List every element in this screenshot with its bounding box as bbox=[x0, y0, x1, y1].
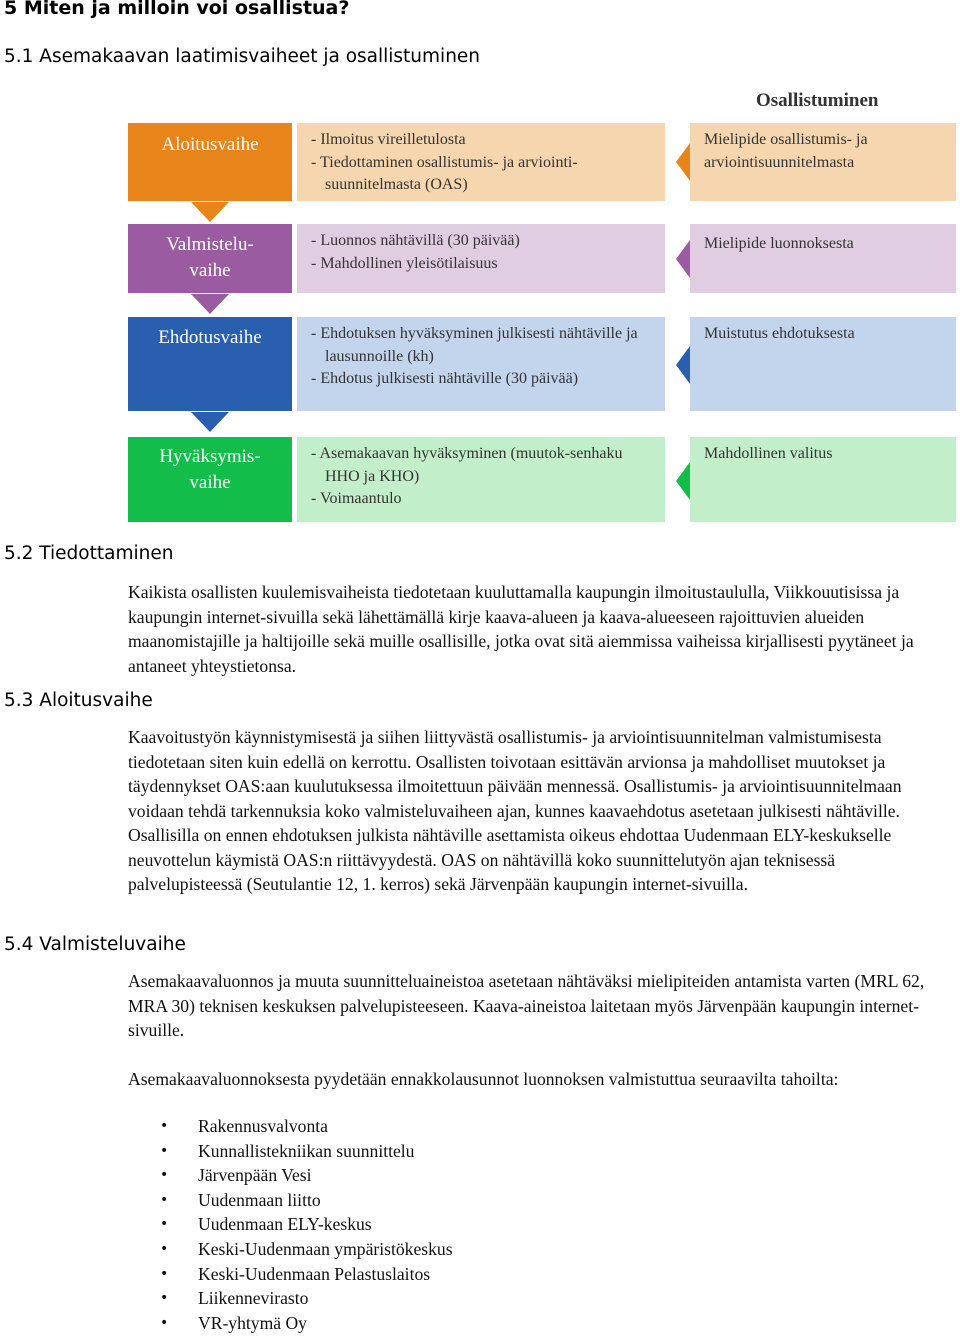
participation-box-valmistelu bbox=[690, 224, 956, 293]
arrow-down-valmistelu bbox=[191, 294, 229, 314]
participation-text: Mahdollinen valitus bbox=[704, 445, 833, 462]
participation-column-header: Osallistuminen bbox=[756, 90, 879, 111]
steps-box-valmistelu bbox=[297, 224, 665, 293]
section-5-4-heading: 5.4 Valmisteluvaihe bbox=[4, 934, 186, 955]
phase-label-line: vaihe bbox=[189, 472, 231, 493]
step-item: - Luonnos nähtävillä (30 päivää) bbox=[311, 230, 655, 253]
list-item: • Kunnallistekniikan suunnittelu bbox=[160, 1139, 453, 1164]
section-5-1-heading: 5.1 Asemakaavan laatimisvaiheet ja osallistuminen bbox=[4, 46, 481, 67]
step-item: - Voimaantulo bbox=[311, 488, 655, 511]
lausunto-tahot-list bbox=[160, 1114, 453, 1335]
step-item: - Asemakaavan hyväksyminen (muutok-senhaku HHO ja KHO) bbox=[311, 443, 655, 488]
list-item: • Järvenpään Vesi bbox=[160, 1163, 453, 1188]
participation-text: Muistutus ehdotuksesta bbox=[704, 325, 855, 342]
participation-box-ehdotus bbox=[690, 317, 956, 411]
list-item: • Rakennusvalvonta bbox=[160, 1114, 453, 1139]
phase-label-line: Ehdotusvaihe bbox=[158, 327, 262, 348]
list-item: • Keski-Uudenmaan Pelastuslaitos bbox=[160, 1262, 453, 1287]
phase-label-line: Hyväksymis- bbox=[159, 446, 261, 467]
participation-box-hyvaksymis bbox=[690, 437, 956, 522]
list-item: • Uudenmaan ELY-keskus bbox=[160, 1212, 453, 1237]
list-item: • Uudenmaan liitto bbox=[160, 1188, 453, 1213]
list-item: • VR-yhtymä Oy bbox=[160, 1311, 453, 1336]
section-5-2-heading: 5.2 Tiedottaminen bbox=[4, 543, 174, 564]
valmistelu-paragraph-2: Asemakaavaluonnoksesta pyydetään ennakkolausunnot luonnoksen valmistuttua seuraavilta tahoilta: bbox=[128, 1069, 839, 1089]
list-item: • Liikennevirasto bbox=[160, 1286, 453, 1311]
step-item: - Mahdollinen yleisötilaisuus bbox=[311, 253, 655, 276]
phase-box-valmistelu bbox=[128, 224, 292, 293]
steps-box-hyvaksymis bbox=[297, 437, 665, 522]
phase-label-line: vaihe bbox=[189, 260, 231, 281]
phase-box-hyvaksymis bbox=[128, 437, 292, 522]
arrow-down-aloitus bbox=[191, 202, 229, 222]
phase-box-aloitus bbox=[128, 123, 292, 201]
arrow-left-valmistelu bbox=[676, 240, 690, 278]
tiedottaminen-paragraph: Kaikista osallisten kuulemisvaiheista tiedotetaan kuuluttamalla kaupungin ilmoitustaululla, Viikkouutisissa ja kaupungin internet-sivuilla sekä lähettämällä kirje kaava-alueen ja kaava-alueeseen rajoittuvien alueiden maanomistajille ja haltijoille sekä muille osallisille, jotka ovat sitä aiemmissa vaiheissa kirjallisesti pyytäneet ja antaneet yhteystietonsa. bbox=[128, 582, 914, 676]
participation-text: Mielipide osallistumis- ja arviointisuunnitelmasta bbox=[704, 131, 868, 171]
step-item: - Ilmoitus vireilletulosta bbox=[311, 129, 655, 152]
participation-text: Mielipide luonnoksesta bbox=[704, 235, 854, 252]
list-item: • Keski-Uudenmaan ympäristökeskus bbox=[160, 1237, 453, 1262]
arrow-left-aloitus bbox=[676, 143, 690, 181]
section-5-heading: 5 Miten ja milloin voi osallistua? bbox=[4, 0, 350, 19]
step-item: - Tiedottaminen osallistumis- ja arviointi-suunnitelmasta (OAS) bbox=[311, 152, 655, 197]
phase-label-line: Aloitusvaihe bbox=[161, 134, 259, 155]
phase-box-ehdotus bbox=[128, 317, 292, 411]
arrow-left-ehdotus bbox=[676, 346, 690, 384]
phase-label-line: Valmistelu- bbox=[166, 234, 254, 255]
valmistelu-paragraph-1: Asemakaavaluonnos ja muuta suunnitteluaineistoa asetetaan nähtäväksi mielipiteiden antamista varten (MRL 62, MRA 30) teknisen keskuksen palvelupisteeseen. Kaava-aineistoa laitetaan myös Järvenpään kaupungin internet-sivuille. bbox=[128, 971, 925, 1040]
step-item: - Ehdotuksen hyväksyminen julkisesti nähtäville ja lausunnoille (kh) bbox=[311, 323, 655, 368]
aloitusvaihe-paragraph: Kaavoitustyön käynnistymisestä ja siihen liittyvästä osallistumis- ja arviointisuunnitelman valmistumisesta tiedotetaan siten kuin edellä on kerrottu. Osallisten toivotaan esittävän arvionsa ja mahdolliset muutokset ja täydennykset OAS:aan kuulutuksessa ilmoitettuun päivään mennessä. Osallistumis- ja arviointisuunnitelmaan voidaan tehdä tarkennuksia koko valmisteluvaiheen ajan, kunnes kaavaehdotus asetetaan julkisesti nähtäville. Osallisilla on ennen ehdotuksen julkista nähtäville asettamista oikeus ehdottaa Uudenmaan ELY-keskukselle neuvottelun käymistä OAS:n riittävyydestä. OAS on nähtävillä koko suunnittelutyön ajan teknisessä palvelupisteessä (Seutulantie 12, 1. kerros) sekä Järvenpään kaupungin internet-sivuilla. bbox=[128, 727, 902, 894]
section-5-3-heading: 5.3 Aloitusvaihe bbox=[4, 690, 153, 711]
arrow-down-ehdotus bbox=[191, 412, 229, 432]
arrow-left-hyvaksymis bbox=[676, 462, 690, 500]
steps-box-ehdotus bbox=[297, 317, 665, 411]
steps-box-aloitus bbox=[297, 123, 665, 201]
participation-box-aloitus bbox=[690, 123, 956, 201]
step-item: - Ehdotus julkisesti nähtäville (30 päivää) bbox=[311, 368, 655, 391]
